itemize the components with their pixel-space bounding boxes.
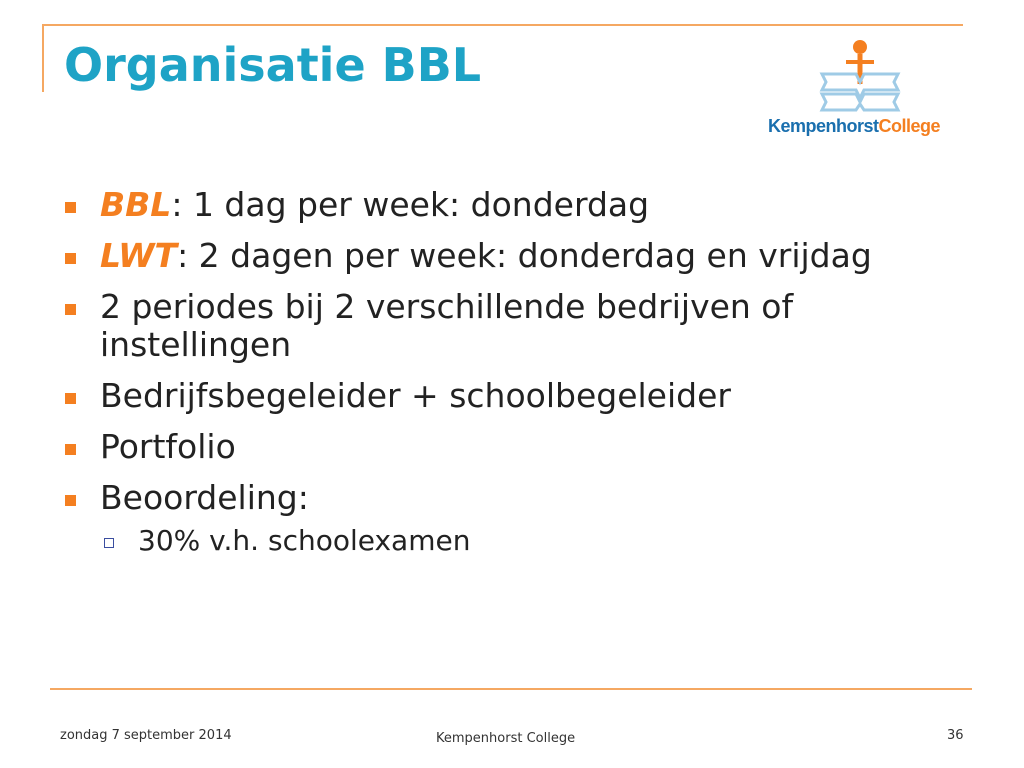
bullet-list [60, 186, 980, 558]
bullet-text: 2 periodes bij 2 verschillende bedrijven of instellingen [100, 287, 794, 364]
square-bullet-icon [65, 393, 76, 404]
bullet-item-bbl [60, 186, 980, 224]
left-frame-line [42, 24, 44, 92]
bullet-text: Beoordeling: [100, 478, 309, 517]
bullet-item-lwt [60, 237, 980, 275]
top-frame-line [42, 24, 963, 26]
footer-divider [50, 688, 972, 690]
square-bullet-icon [65, 253, 76, 264]
bullet-keyword: BBL [100, 185, 172, 224]
square-bullet-icon [65, 444, 76, 455]
footer-date: zondag 7 september 2014 [60, 728, 232, 743]
slide-title: Organisatie BBL [64, 38, 482, 92]
square-bullet-icon [65, 202, 76, 213]
sub-bullet-text: 30% v.h. schoolexamen [138, 524, 471, 557]
bullet-text: : 1 dag per week: donderdag [171, 185, 650, 224]
square-bullet-icon [65, 495, 76, 506]
bullet-item-beoordeling [60, 479, 980, 517]
bullet-item-begeleider [60, 377, 980, 415]
sub-bullet-item-schoolexamen [60, 524, 980, 558]
hollow-square-bullet-icon [104, 538, 114, 548]
logo-word-kempenhorst: Kempenhorst [768, 116, 879, 136]
logo-emblem-icon [814, 38, 906, 112]
bullet-text: Portfolio [100, 427, 236, 466]
slide-number: 36 [947, 728, 964, 743]
bullet-keyword: LWT [100, 236, 178, 275]
logo-word-college: College [878, 116, 941, 136]
square-bullet-icon [65, 304, 76, 315]
bullet-item-periodes [60, 288, 980, 364]
bullet-text: Bedrijfsbegeleider + schoolbegeleider [100, 376, 731, 415]
bullet-text: : 2 dagen per week: donderdag en vrijdag [177, 236, 872, 275]
footer-organization: Kempenhorst College [436, 731, 576, 746]
logo-wordmark [768, 116, 940, 137]
bullet-item-portfolio [60, 428, 980, 466]
school-logo [762, 38, 958, 140]
